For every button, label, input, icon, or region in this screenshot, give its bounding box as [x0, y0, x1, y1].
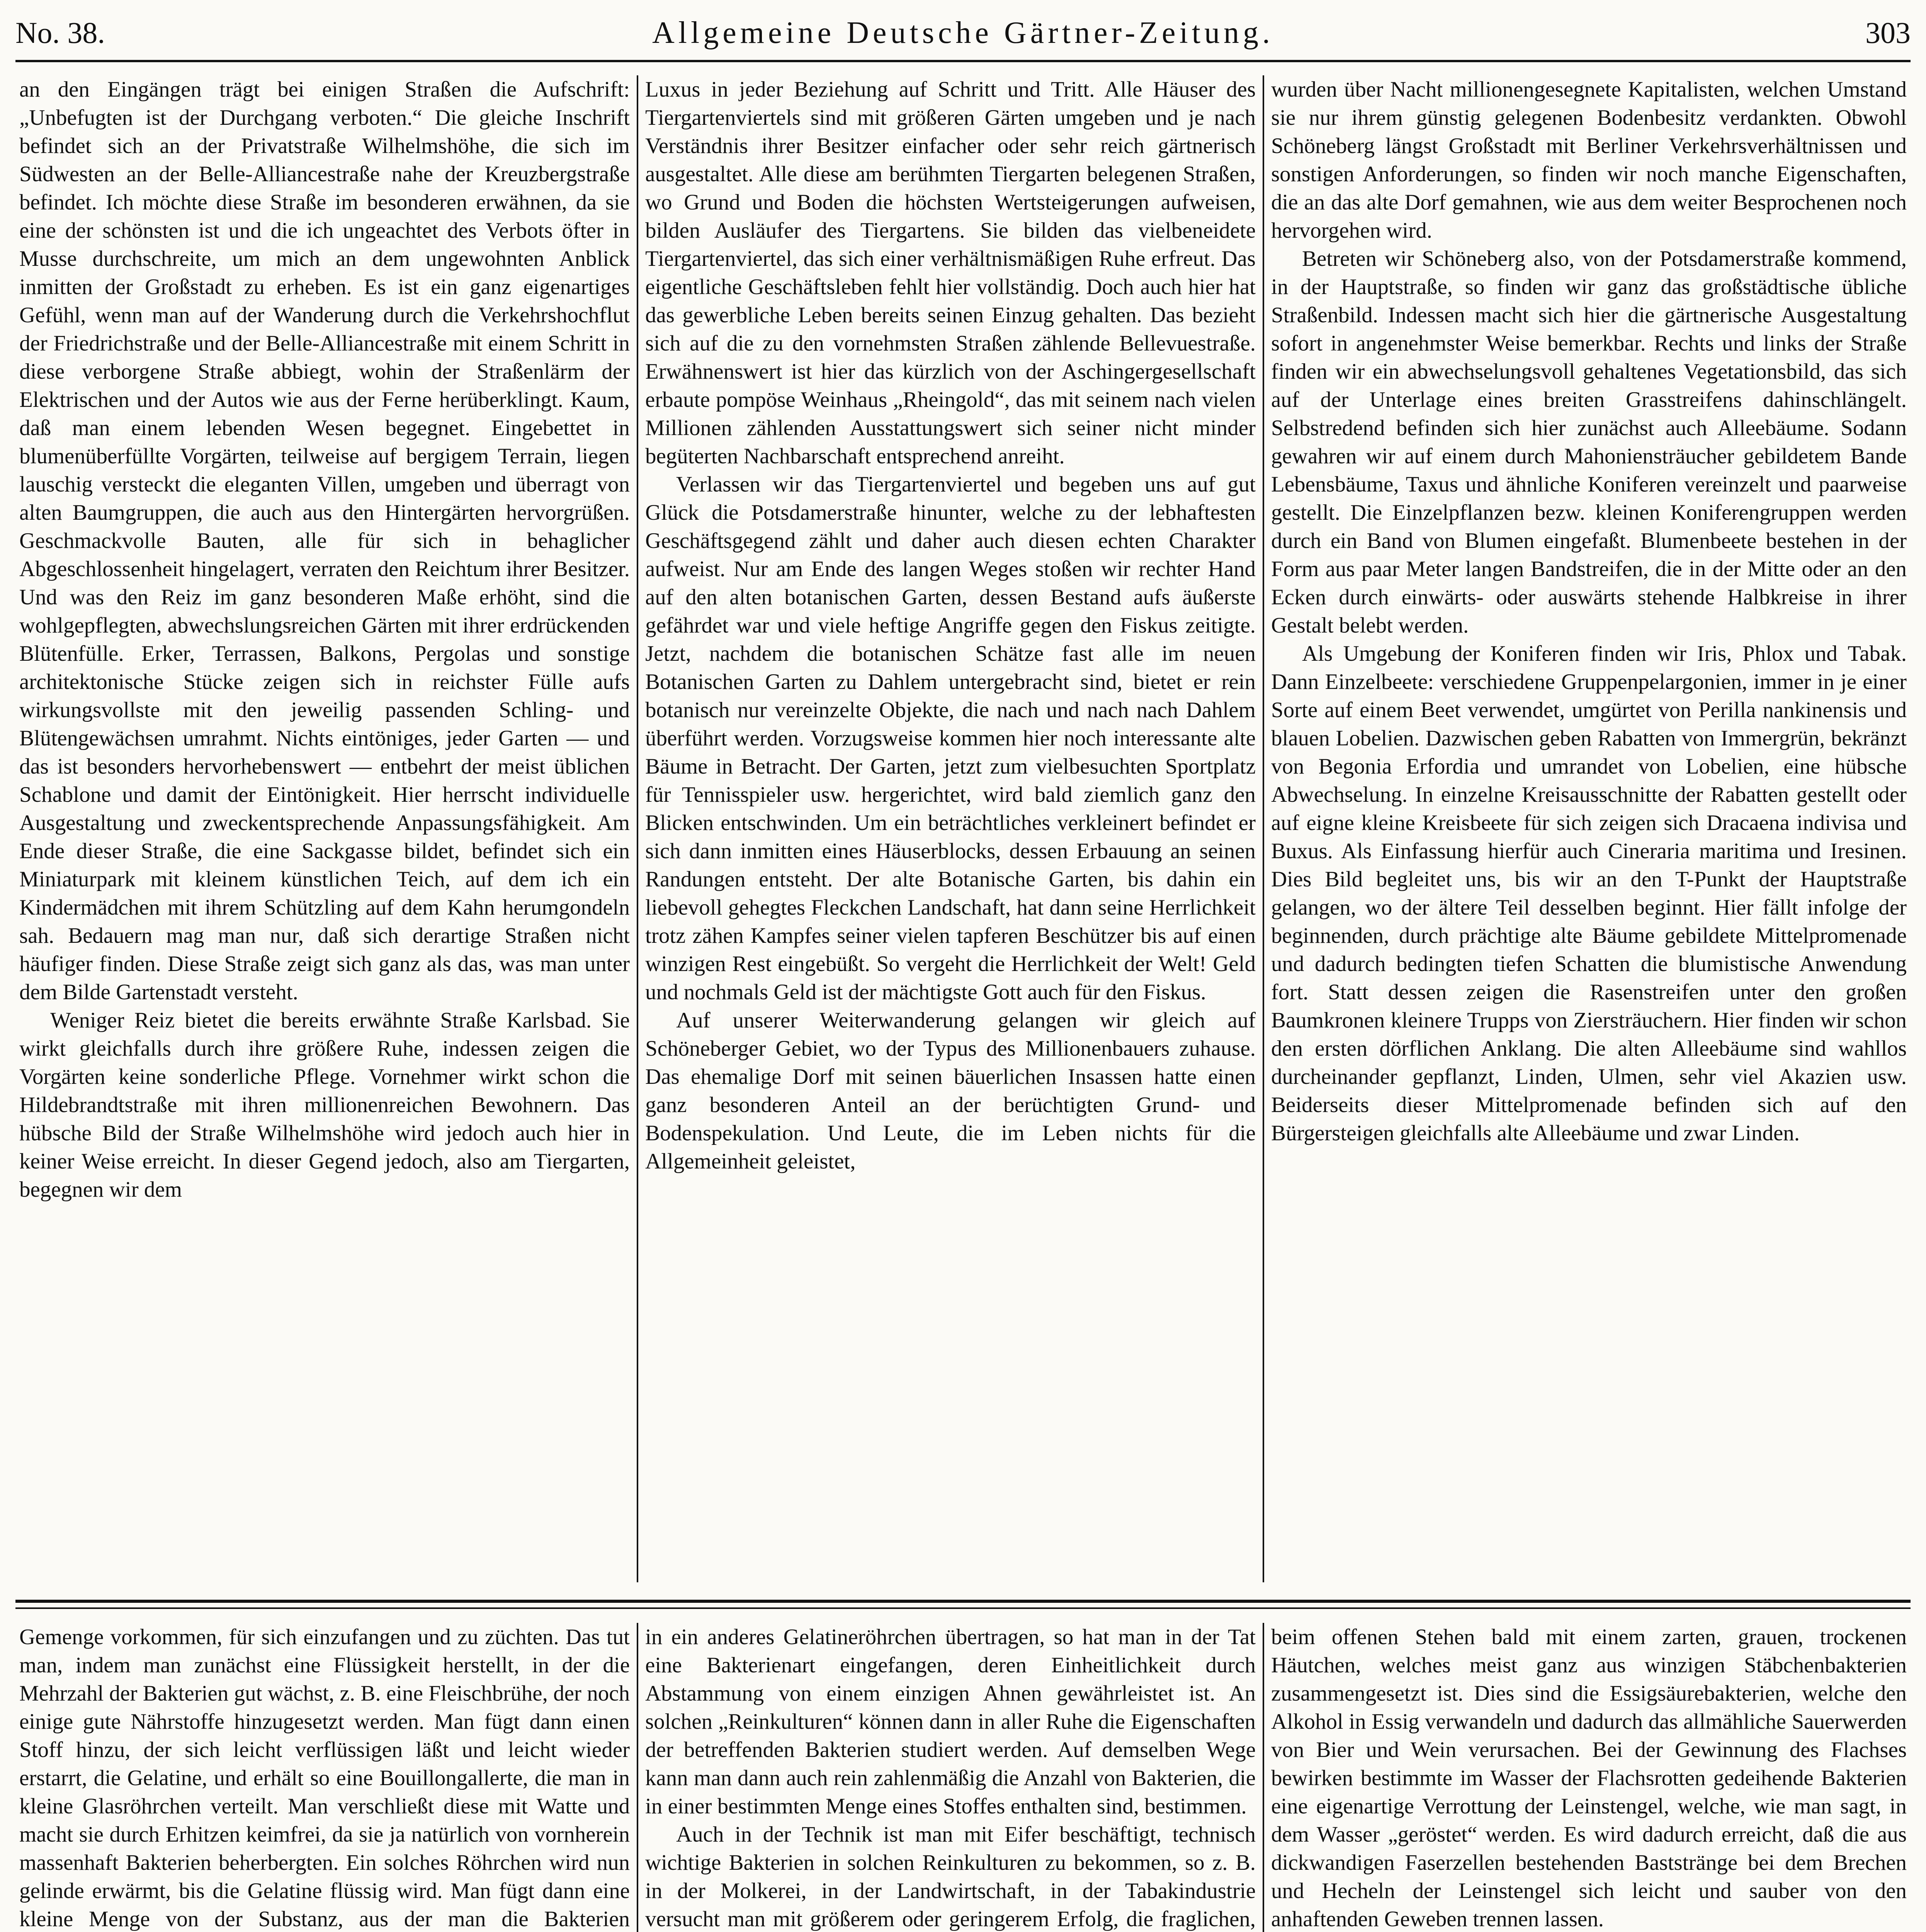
bottom-column-3 [1271, 1623, 1907, 1932]
issue-number: No. 38. [15, 16, 105, 49]
paragraph: in ein anderes Gelatineröhrchen übertragen, so hat man in der Tat eine Bakterienart eingefangen, deren Einheitlichkeit durch Abstammung von einem einzigen Ahnen gewährleistet ist. An solchen „Reinkulturen“ können dann in aller Ruhe die Eigenschaften der betreffenden Bakterien studiert werden. Auf demselben Wege kann man dann auch rein zahlenmäßig die Anzahl von Bakterien, die in einer bestimmten Menge eines Stoffes enthalten sind, bestimmen. [645, 1625, 1256, 1818]
top-column-1 [19, 75, 630, 1582]
paragraph: Weniger Reiz bietet die bereits erwähnte Straße Karlsbad. Sie wirkt gleichfalls durch ihre größere Ruhe, indessen zeigen die Vorgärten keine sonderliche Pflege. Vornehmer wirkt schon die Hildebrandtstraße mit ihren millionenreichen Bewohnern. Das hübsche Bild der Straße Wilhelmshöhe wird jedoch auch hier in keiner Weise erreicht. In dieser Gegend jedoch, also am Tiergarten, begegnen wir dem [19, 1008, 630, 1202]
paragraph: Als Umgebung der Koniferen finden wir Iris, Phlox und Tabak. Dann Einzelbeete: verschiedene Gruppenpelargonien, immer in je einer Sorte auf einem Beet verwendet, umgürtet von Perilla nankinensis und blauen Lobelien. Dazwischen geben Rabatten von Immergrün, bekränzt von Begonia Erfordia und umrandet von Lobelien, eine hübsche Abwechselung. In einzelne Kreisausschnitte der Rabatten gestellt oder auf eigne kleine Kreisbeete für sich zeigen sich Dracaena indivisa und Buxus. Als Einfassung hierfür auch Cineraria maritima und Iresinen. Dies Bild begleitet uns, bis wir an den T-Punkt der Hauptstraße gelangen, wo der ältere Teil desselben beginnt. Hier fällt infolge der beginnenden, durch prächtige alte Bäume gebildete Mittelpromenade und dadurch bedingten tiefen Schatten die blumistische Anwendung fort. Statt dessen zeigen die Rasenstreifen unter den großen Baumkronen kleinere Trupps von Ziersträuchern. Hier finden wir schon den ersten dörflichen Anklang. Die alten Alleebäume sind wahllos durcheinander gepflanzt, Linden, Ulmen, sehr viel Akazien usw. Beiderseits dieser Mittelpromenade befinden sich auf den Bürgersteigen gleichfalls alte Alleebäume und zwar Linden. [1271, 641, 1907, 1145]
paragraph: Luxus in jeder Beziehung auf Schritt und Tritt. Alle Häuser des Tiergartenviertels sind mit größeren Gärten umgeben und je nach Verständnis ihrer Besitzer einfacher oder sehr reich gärtnerisch ausgestaltet. Alle diese am berühmten Tiergarten belegenen Straßen, wo Grund und Boden die höchsten Wertsteigerungen aufweisen, bilden Ausläufer des Tiergartens. Sie bilden das vielbeneidete Tiergartenviertel, das sich einer verhältnismäßigen Ruhe erfreut. Das eigentliche Geschäftsleben fehlt hier vollständig. Doch auch hier hat das gewerbliche Leben bereits seinen Einzug gehalten. Das bezieht sich auf die zu den vornehmsten Straßen zählende Bellevuestraße. Erwähnenswert ist hier das kürzlich von der Aschingergesellschaft erbaute pompöse Weinhaus „Rheingold“, das mit seinem nach vielen Millionen zählenden Ausstattungswert sich seiner nicht minder begüterten Nachbarschaft entsprechend anreiht. [645, 77, 1256, 468]
paragraph: beim offenen Stehen bald mit einem zarten, grauen, trockenen Häutchen, welches meist ganz aus winzigen Stäbchenbakterien zusammengesetzt ist. Dies sind die Essigsäurebakterien, welche den Alkohol in Essig verwandeln und dadurch das allmähliche Sauerwerden von Bier und Wein verursachen. Bei der Gewinnung des Flachses bewirken bestimmte im Wasser der Flachsrotten gedeihende Bakterien eine eigenartige Verrottung der Leinstengel, welche, wie man sagt, in dem Wasser „geröstet“ werden. Es wird dadurch erreicht, daß die aus dickwandigen Faserzellen bestehenden Baststränge bei dem Brechen und Hecheln der Leinstengel sich leicht und sauber von den anhaftenden Geweben trennen lassen. [1271, 1625, 1907, 1931]
paragraph: Verlassen wir das Tiergartenviertel und begeben uns auf gut Glück die Potsdamerstraße hinunter, welche zu der lebhaftesten Geschäftsgegend zählt und daher auch diesen echten Charakter aufweist. Nur am Ende des langen Weges stoßen wir rechter Hand auf den alten botanischen Garten, dessen Bestand aufs äußerste gefährdet war und viele heftige Angriffe gegen den Fiskus zeitigte. Jetzt, nachdem die botanischen Schätze fast alle im neuen Botanischen Garten zu Dahlem untergebracht sind, bietet er rein botanisch nur vereinzelte Objekte, die nach und nach nach Dahlem überführt werden. Vorzugsweise kommen hier noch interessante alte Bäume in Betracht. Der Garten, jetzt zum vielbesuchten Sportplatz für Tennisspieler usw. hergerichtet, wird bald ziemlich ganz den Blicken entschwinden. Um ein beträchtliches verkleinert befindet er sich dann inmitten eines Häuserblocks, dessen Erbauung an seinen Randungen entsteht. Der alte Botanische Garten, bis dahin ein liebevoll gehegtes Fleckchen Landschaft, hat dann seine Herrlichkeit trotz zähen Kampfes seiner vielen tapferen Beschützer bis auf einen winzigen Rest eingebüßt. So vergeht die Herrlichkeit der Welt! Geld und nochmals Geld ist der mächtigste Gott auch für den Fiskus. [645, 472, 1256, 1004]
top-column-3 [1271, 75, 1907, 1582]
paragraph: Auf unserer Weiterwanderung gelangen wir gleich auf Schöneberger Gebiet, wo der Typus des Millionenbauers zuhause. Das ehemalige Dorf mit seinen bäuerlichen Insassen hatte einen ganz besonderen Anteil an der berüchtigten Grund- und Bodenspekulation. Und Leute, die im Leben nichts für die Allgemeinheit geleistet, [645, 1008, 1256, 1173]
paragraph: Gemenge vorkommen, für sich einzufangen und zu züchten. Das tut man, indem man zunächst eine Flüssigkeit herstellt, in der die Mehrzahl der Bakterien gut wächst, z. B. eine Fleischbrühe, der noch einige gute Nährstoffe hinzugesetzt werden. Man fügt dann einen Stoff hinzu, der sich leicht verflüssigen läßt und leicht wieder erstarrt, die Gelatine, und erhält so eine Bouillongallerte, die man in kleine Glasröhrchen verteilt. Man verschließt diese mit Watte und macht sie durch Erhitzen keimfrei, da sie ja natürlich von vornherein massenhaft Bakterien beherbergten. Ein solches Röhrchen wird nun gelinde erwärmt, bis die Gelatine flüssig wird. Man fügt dann eine kleine Menge von der Substanz, aus der man die Bakterien [19, 1625, 630, 1931]
bottom-column-1 [19, 1623, 630, 1932]
column-rule [637, 75, 638, 1582]
column-rule [1263, 75, 1264, 1582]
section-divider-bottom [15, 1607, 1911, 1609]
paragraph: Betreten wir Schöneberg also, von der Potsdamerstraße kommend, in der Hauptstraße, so finden wir ganz das großstädtische übliche Straßenbild. Indessen macht sich hier die gärtnerische Ausgestaltung sofort in angenehmster Weise bemerkbar. Rechts und links der Straße finden wir ein abwechselungsvoll gehaltenes Vegetationsbild, das sich auf der Unterlage eines breiten Grasstreifens dahinschlängelt. Selbstredend befinden sich hier zunächst auch Alleebäume. Sodann gewahren wir auf einem durch Mahoniensträucher gebildetem Bande Lebensbäume, Taxus und ähnliche Koniferen vereinzelt und paarweise gestellt. Die Einzelpflanzen bezw. kleinen Koniferengruppen werden durch ein Band von Blumen eingefaßt. Blumenbeete bestehen in der Form aus paar Meter langen Bandstreifen, die in der Mitte oder an den Ecken durch einwärts- oder auswärts stehende Halbkreise in ihrer Gestalt belebt werden. [1271, 247, 1907, 638]
header-rule [15, 60, 1911, 62]
page-number: 303 [1865, 16, 1911, 49]
section-divider-top [15, 1600, 1911, 1603]
publication-title: Allgemeine Deutsche Gärtner-Zeitung. [652, 16, 1274, 50]
masthead [15, 4, 1911, 54]
paragraph: an den Eingängen trägt bei einigen Straßen die Aufschrift: „Unbefugten ist der Durchgang verboten.“ Die gleiche Inschrift befindet sich an der Privatstraße Wilhelmshöhe, die sich im Südwesten an der Belle-Alliancestraße nahe der Kreuzbergstraße befindet. Ich möchte diese Straße im besonderen erwähnen, da sie eine der schönsten ist und die ich ungeachtet des Verbots öfter in Musse durchschreite, um mich an dem ungewohnten Anblick inmitten der Großstadt zu erheben. Es ist ein ganz eigenartiges Gefühl, wenn man auf der Wanderung durch die Verkehrshochflut der Friedrichstraße und der Belle-Alliancestraße mit einem Schritt in diese verborgene Straße abbiegt, wohin der Straßenlärm der Elektrischen und der Autos wie aus der Ferne herüberklingt. Kaum, daß man einem lebenden Wesen begegnet. Eingebettet in blumenüberfüllte Vorgärten, teilweise auf bergigem Terrain, liegen lauschig versteckt die eleganten Villen, umgeben und überragt von alten Baumgruppen, die auch aus den Hintergärten hervorgrüßen. Geschmackvolle Bauten, alle für sich in behaglicher Abgeschlossenheit hingelagert, verraten den Reichtum ihrer Besitzer. Und was den Reiz im ganz besonderen Maße erhöht, sind die wohlgepflegten, abwechslungsreichen Gärten mit ihrer erdrückenden Blütenfülle. Erker, Terrassen, Balkons, Pergolas und sonstige architektonische Stücke zeigen sich in reichster Fülle aufs wirkungsvollste mit den jeweilig passenden Schling- und Blütengewächsen umrahmt. Nichts eintöniges, jeder Garten — und das ist besonders hervorhebenswert — entbehrt der meist üblichen Schablone und damit der Eintönigkeit. Hier herrscht individuelle Ausgestaltung und zweckentsprechende Anpassungsfähigkeit. Am Ende dieser Straße, die eine Sackgasse bildet, befindet sich ein Miniaturpark mit kleinem künstlichen Teich, auf dem ich ein Kindermädchen mit ihrem Schützling auf dem Kahn herumgondeln sah. Bedauern mag man nur, daß sich derartige Straßen nicht häufiger finden. Diese Straße zeigt sich ganz als das, was man unter dem Bilde Gartenstadt versteht. [19, 77, 630, 1004]
column-rule [637, 1623, 638, 1932]
column-rule [1263, 1623, 1264, 1932]
top-column-2 [645, 75, 1256, 1582]
paragraph: wurden über Nacht millionengesegnete Kapitalisten, welchen Umstand sie nur ihrem günstig gelegenen Bodenbesitz verdankten. Obwohl Schöneberg längst Großstadt mit Berliner Verkehrsverhältnissen und sonstigen Anforderungen, so finden wir noch manche Eigenschaften, die an das alte Dorf gemahnen, wie aus dem weiter Besprochenen noch hervorgehen wird. [1271, 77, 1907, 243]
bottom-column-2 [645, 1623, 1256, 1932]
paragraph: Auch in der Technik ist man mit Eifer beschäftigt, technisch wichtige Bakterien in solchen Reinkulturen zu bekommen, so z. B. in der Molkerei, in der Landwirtschaft, in der Tabakindustrie versucht man mit größerem oder geringerem Erfolg, die fraglichen, [645, 1822, 1256, 1931]
